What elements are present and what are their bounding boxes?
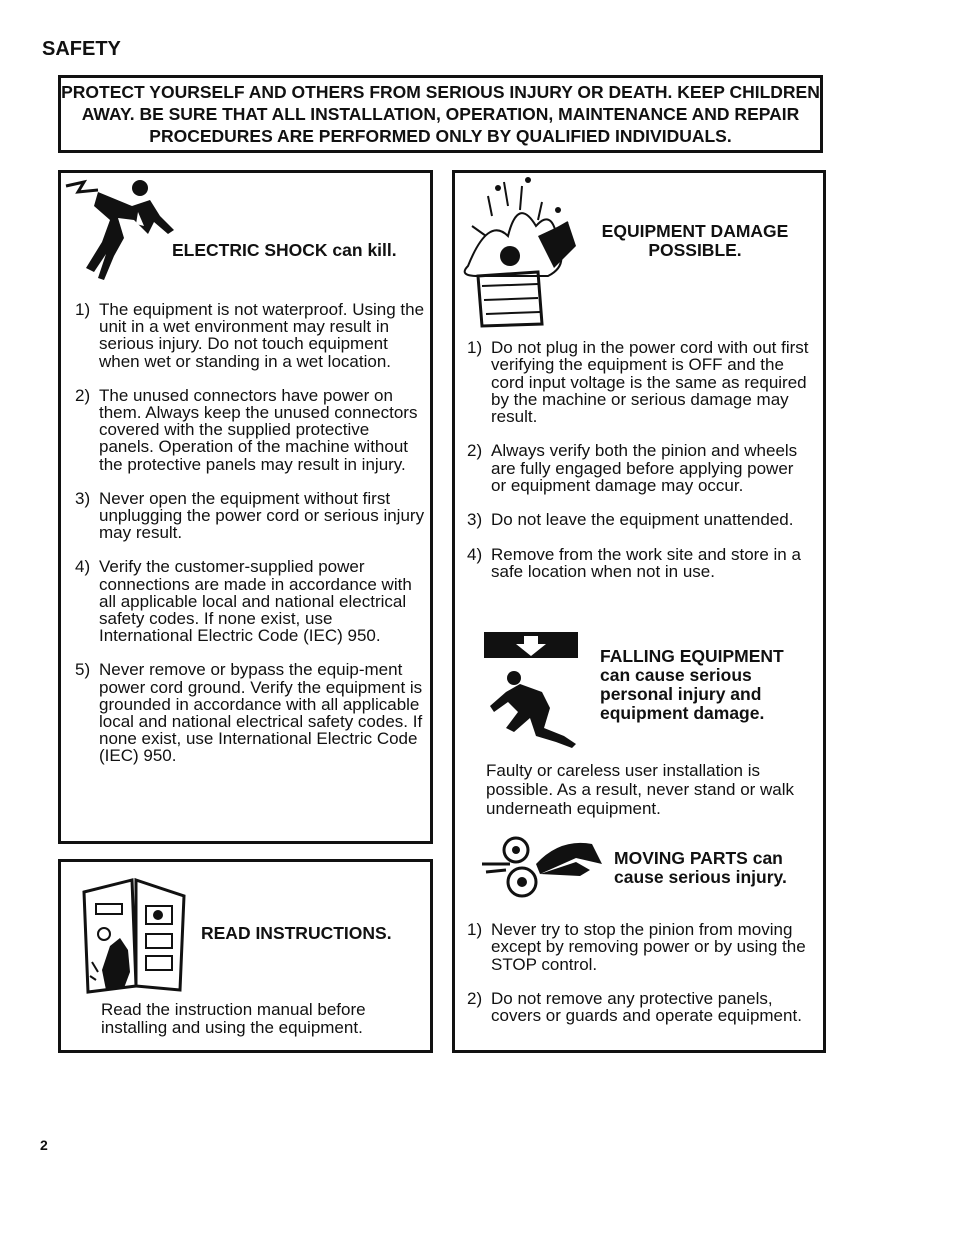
read-instructions-text: Read the instruction manual before installing and using the equipment. bbox=[101, 1000, 366, 1037]
list-item: 4) Remove from the work site and store in a safe location when not in use. bbox=[467, 544, 801, 581]
list-item: 2) The unused connectors have power on them. Always keep the unused connectors covered with the supplied protective panels. Operation of the machine without the protective panels may result in injury. bbox=[75, 385, 418, 474]
page-title: SAFETY bbox=[42, 38, 121, 60]
list-item: 1) Do not plug in the power cord with out first verifying the equipment is OFF and the cord input voltage is the same as required by the machine or serious damage may result. bbox=[467, 338, 809, 427]
list-item: 3) Do not leave the equipment unattended. bbox=[467, 510, 794, 530]
falling-equipment-heading: FALLING EQUIPMENT can cause serious personal injury and equipment damage. bbox=[600, 646, 784, 723]
list-item: 1) The equipment is not waterproof. Using the unit in a wet environment may result in serious injury. Do not touch equipment when wet or standing in a wet location. bbox=[75, 300, 425, 371]
falling-equipment-icon bbox=[484, 632, 580, 748]
list-item: 3) Never open the equipment without first unplugging the power cord or serious injury may result. bbox=[75, 488, 425, 543]
moving-parts-gears-icon bbox=[480, 834, 604, 904]
moving-parts-list bbox=[467, 921, 812, 1041]
exploding-equipment-icon bbox=[458, 176, 580, 328]
list-item: 2) Always verify both the pinion and wheels are fully engaged before applying power or equipment damage may occur. bbox=[467, 441, 798, 496]
banner-text: PROTECT YOURSELF AND OTHERS FROM SERIOUS INJURY OR DEATH. KEEP CHILDREN AWAY. BE SURE THAT ALL INSTALLATION, OPERATION, MAINTENANCE AND REPAIR PROCEDURES ARE PERFORMED ONLY BY QUALIFIED INDIVIDUALS. bbox=[61, 82, 820, 146]
electric-shock-heading: ELECTRIC SHOCK can kill. bbox=[172, 240, 397, 260]
instruction-manual-icon bbox=[80, 876, 190, 994]
electric-shock-person-icon bbox=[64, 176, 184, 286]
list-item: 1) Never try to stop the pinion from moving except by removing power or by using the STOP control. bbox=[467, 920, 806, 974]
safety-banner bbox=[58, 75, 823, 153]
list-item: 4) Verify the customer-supplied power connections are made in accordance with all applicable local and national electrical safety codes. If none exist, use International Electric Code (IEC) 950. bbox=[75, 557, 412, 646]
list-item: 2) Do not remove any protective panels, covers or guards and operate equipment. bbox=[467, 988, 802, 1026]
falling-equipment-text: Faulty or careless user installation is possible. As a result, never stand or walk underneath equipment. bbox=[486, 761, 795, 818]
equipment-damage-list bbox=[467, 339, 812, 597]
electric-shock-list bbox=[75, 301, 427, 782]
read-instructions-heading: READ INSTRUCTIONS. bbox=[201, 923, 392, 943]
moving-parts-heading: MOVING PARTS can cause serious injury. bbox=[614, 848, 787, 887]
list-item: 5) Never remove or bypass the equip-ment power cord ground. Verify the equipment is grounded in accordance with all applicable local and national electrical safety codes. If none exist, use International Electric Code (IEC) 950. bbox=[75, 660, 423, 766]
page-number: 2 bbox=[40, 1137, 48, 1153]
equipment-damage-heading: EQUIPMENT DAMAGE POSSIBLE. bbox=[601, 221, 789, 260]
